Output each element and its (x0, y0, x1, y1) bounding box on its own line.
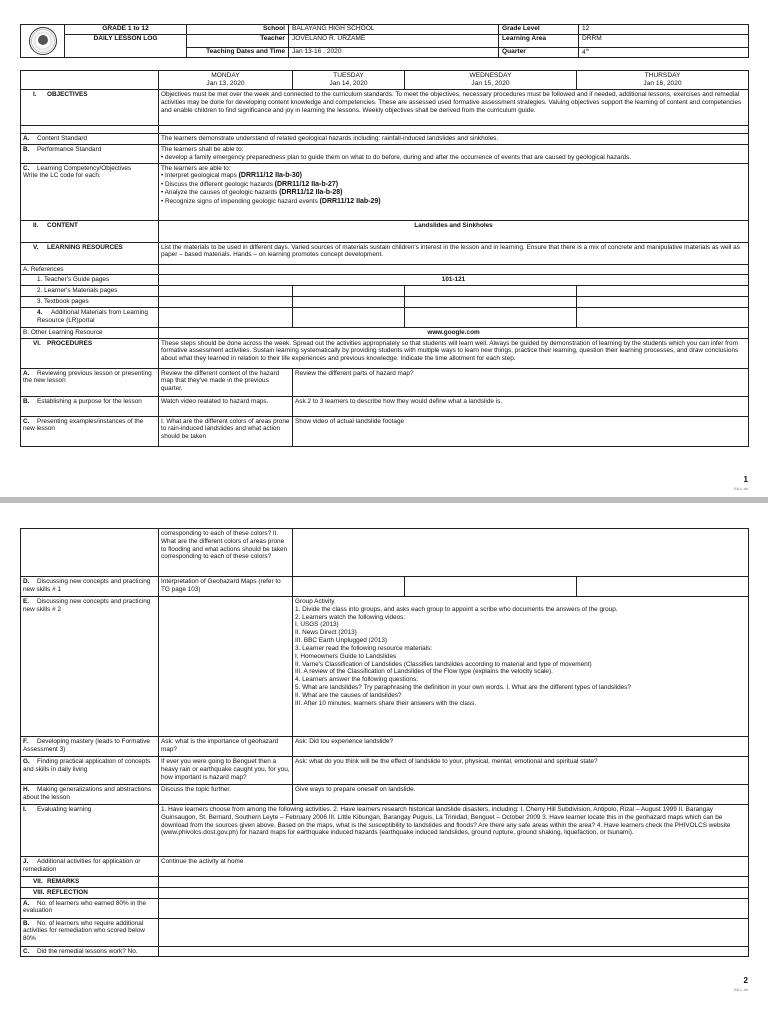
refl-b-label: B. No. of learners who require additional activities for remediation who scored below 80% (21, 918, 159, 946)
proc-a-label: A. Reviewing previous lesson or presenting the new lesson (21, 368, 159, 396)
school-value: BALAYANG HIGH SCHOOL (289, 25, 499, 35)
content-standard-text: The learners demonstrate understand of related geological hazards including: rainfall-induced landslides and sinkholes. (159, 134, 749, 145)
log-title: DAILY LESSON LOG (65, 35, 187, 58)
procedures-text: These steps should be done across the week. Spread out the activities appropriately so that students will learn well. Always be guided by demonstration of learning by the students which you can infer from formative assessment activities. Sustain learning systematically by providing students with multiple ways to learn new things, practice their learning, question their learning processes, and draw conclusions about what they learned in relation to their life experiences and previous knowledge. Indicate the time allotment for each step. (159, 338, 749, 368)
objectives-text: Objectives must be met over the week and connected to the curriculum standards. To meet the objectives, necessary procedures must be followed and if needed, additional lessons, exercises and remedial activities may be done for developing content knowledge and competencies. These are assessed used formative assessment strategies. Valuing objectives support the learning of content and competencies and enable children to find significance and joy in learning the lessons. Weekly objectives shall be derived from the curriculum guide. (159, 90, 749, 126)
proc-d-label: D. Discussing new concepts and practicing new skills # 1 (21, 577, 159, 597)
deped-seal-icon (29, 27, 57, 55)
activity-line: 2. Learners watch the following videos: (295, 613, 406, 621)
activity-line: Group Activity (295, 598, 335, 605)
page-footer-1: JULL.ds (733, 486, 748, 491)
proc-f-label: F. Developing mastery (leads to Formative Assessment 3) (21, 737, 159, 757)
activity-line: 1. Divide the class into groups, and asks each group to appoint a scribe who documents the answers of the group. (295, 605, 618, 613)
proc-c-monday-cont: corresponding to each of these colors? II. What are the different colors of areas prone to flooding and what actions should be taken corresponding to each of these colors? (159, 529, 293, 577)
proc-c-label-cont (21, 529, 159, 577)
proc-h-label: H. Making generalizations and abstractions about the lesson (21, 785, 159, 805)
quarter-value: 4th (579, 47, 749, 57)
day-thursday: THURSDAY Jan 16, 2020 (577, 71, 749, 90)
proc-g-tuesday: Ask: what do you think will be the effect of landslide to your, physical, mental, emotional and spiritual state? (293, 757, 749, 785)
reflection-label: VIII. REFLECTION (21, 887, 159, 898)
refl-a-label: A. No. of learners who earned 80% in the evaluation (21, 898, 159, 918)
activity-line: III. After 10 minutes, learners share their answers with the class. (295, 699, 477, 707)
proc-i-text: 1. Have learners choose from among the following activities. 2. Have learners research historical landslide disasters, including: I. Cherry Hill Subdivision, Antipolo, Rizal – August 1999 II. Barangay Guinsaugon, St. Bernard, Southern Leyte – February 2006 III. Little Kibungan, Barangay Puguis, La Trinidad, Benguet – October 2009 3. Have learner locate this in the geohazard maps which can be download from the sources given above. Based on the maps, what is the susceptibility to landslides and floods? Are there any safe areas within the area? 4. Have learners check the PHIVOLCS website (www.phivolcs.dost.gov.ph) for hazard maps for earthquake induced hazards (earthquake induced landslides, ground rupture, ground shaking, liquefaction, or tsunami). (159, 805, 749, 857)
dates-value: Jan 13-16 , 2020 (289, 47, 499, 57)
page-1 (0, 0, 768, 497)
content-text: Landslides and Sinkholes (159, 220, 749, 242)
learning-area-value: DRRM (579, 35, 749, 48)
additional-materials-label: 4. Additional Materials from Learning Resource (LR)portal (21, 307, 159, 327)
dates-label: Teaching Dates and Time (187, 47, 289, 57)
quarter-label: Quarter (499, 47, 579, 57)
competency-item: • Discuss the different geologic hazards (DRR11/12 IIa-b-27) (161, 180, 339, 188)
proc-h-tuesday: Give ways to prepare oneself on landslide. (293, 785, 749, 805)
grade-level-label: Grade Level (499, 25, 579, 35)
proc-g-label: G. Finding practical application of concepts and skills in daily living (21, 757, 159, 785)
other-resource-value: www.google.com (159, 327, 749, 338)
page-number-2: 2 (743, 976, 748, 985)
activity-line: 3. Learner read the following resource materials: (295, 644, 433, 652)
proc-j-label: J. Additional activities for application or remediation (21, 857, 159, 877)
activity-line: 5. What are landslides? Try paraphrasing the definition in your own words. I. What are the different types of landslides? (295, 683, 631, 691)
day-tuesday: TUESDAY Jan 14, 2020 (293, 71, 405, 90)
proc-c-label: C. Presenting examples/instances of the new lesson (21, 416, 159, 446)
activity-line: I. USGS (2013) (295, 621, 339, 629)
page-number-1: 1 (743, 475, 748, 484)
procedures-label: VI. PROCEDURES (21, 338, 159, 368)
proc-e-activity (293, 597, 749, 737)
activity-line: II. Varne's Classification of Landslides (Classifies landslides according to material and type of movement) (295, 660, 592, 668)
proc-h-monday: Discuss the topic further. (159, 785, 293, 805)
other-resource-label: B. Other Learning Resource (21, 327, 159, 338)
proc-j-monday: Continue the activity at home (159, 857, 749, 877)
competency-label: C. Learning Competency/Objectives Write the LC code for each. (21, 163, 159, 220)
content-standard-label: A. Content Standard (21, 134, 159, 145)
teacher-label: Teacher (187, 35, 289, 48)
proc-c-tuesday: Show video of actual landslide footage (293, 416, 749, 446)
competency-item: • Recognize signs of impending geologic hazard events (DRR11/12 IIab-29) (161, 197, 381, 205)
proc-f-monday: Ask: what is the importance of geohazard map? (159, 737, 293, 757)
resources-text: List the materials to be used in different days. Varied sources of materials sustain children's interest in the lesson and in learning. Ensure that there is a mix of concrete and manipulative materials as well as paper – based materials. Hands – on learning promotes concept development. (159, 242, 749, 264)
proc-i-label: I. Evaluating learning (21, 805, 159, 857)
content-label: II. CONTENT (21, 220, 159, 242)
proc-c-monday: I. What are the different colors of areas prone to rain-induced landslides and what action should be taken (159, 416, 293, 446)
tg-pages-label: 1. Teacher's Guide pages (21, 275, 159, 286)
references-label: A. References (21, 264, 159, 275)
page-2 (0, 503, 768, 1024)
refl-c-label: C. Did the remedial lessons work? No. (21, 946, 159, 957)
day-monday: MONDAY Jan 13, 2020 (159, 71, 293, 90)
activity-line: I. Homeowners Guide to Landslides (295, 652, 397, 660)
proc-a-tuesday: Review the different parts of hazard map? (293, 368, 749, 396)
activity-line: III. A review of the Classification of Landslides of the Flow type (explains the velocity scale). (295, 668, 553, 676)
lesson-log-table-p1 (20, 70, 749, 447)
proc-d-monday: Interpretation of Geohazard Maps (refer to TG page 103) (159, 577, 293, 597)
page-footer-2: JULL.ds (733, 987, 748, 992)
proc-g-monday: If ever you were going to Benguet then a heavy rain or earthquake caught you, for you, how important is hazard map? (159, 757, 293, 785)
textbook-pages-label: 3. Textbook pages (21, 296, 159, 307)
proc-e-label: E. Discussing new concepts and practicing new skills # 2 (21, 597, 159, 737)
header-table (20, 24, 749, 58)
learning-area-label: Learning Area (499, 35, 579, 48)
activity-line: 4. Learners answer the following questions: (295, 676, 418, 684)
tg-pages-value: 101-121 (159, 275, 749, 286)
day-wednesday: WEDNESDAY Jan 15, 2020 (405, 71, 577, 90)
performance-standard-label: B. Performance Standard (21, 144, 159, 163)
activity-line: III. BBC Earth Unplugged (2013) (295, 637, 388, 645)
corner-cell (21, 71, 159, 90)
grade-level-value: 12 (579, 25, 749, 35)
deped-seal-cell (21, 25, 65, 58)
remarks-label: VII. REMARKS (21, 877, 159, 888)
teacher-value: JOVELANO R. URZAME (289, 35, 499, 48)
competency-list: The learners are able to: • Interpret geological maps (DRR11/12 IIa-b-30) • Discuss the different geologic hazards (DRR11/12 IIa-b-27) • Analyze the causes of geologic hazards (DRR11/12 IIa-b-28) • Recognize signs of impending geologic hazard events (DRR11/12 IIab-29) (159, 163, 749, 220)
grade-span: GRADE 1 to 12 (65, 25, 187, 35)
activity-line: II. News Direct (2013) (295, 629, 357, 637)
proc-a-monday: Review the different content of the hazard map that they've made in the previous quarter. (159, 368, 293, 396)
resources-label: V. LEARNING RESOURCES (21, 242, 159, 264)
objectives-label: I. OBJECTIVES (21, 90, 159, 126)
proc-b-label: B. Establishing a purpose for the lesson (21, 396, 159, 416)
lesson-log-table-p2 (20, 528, 749, 957)
competency-item: • Analyze the causes of geologic hazards (DRR11/12 IIa-b-28) (161, 189, 343, 197)
lm-pages-label: 2. Learner's Materials pages (21, 286, 159, 297)
proc-f-tuesday: Ask: Did tou experience landslide? (293, 737, 749, 757)
performance-standard-text: The learners shall be able to: • develop a family emergency preparedness plan to guide them on what to do before, during and after the occurrence of events that are caused by geological hazards. (159, 144, 749, 163)
school-label: School (187, 25, 289, 35)
activity-line: II. What are the causes of landslides? (295, 691, 402, 699)
proc-b-monday: Watch video realated to hazard maps. (159, 396, 293, 416)
proc-b-tuesday: Ask 2 to 3 learners to describe how they would define what a landslide is. (293, 396, 749, 416)
competency-item: • Interpret geological maps (DRR11/12 IIa-b-30) (161, 172, 302, 180)
